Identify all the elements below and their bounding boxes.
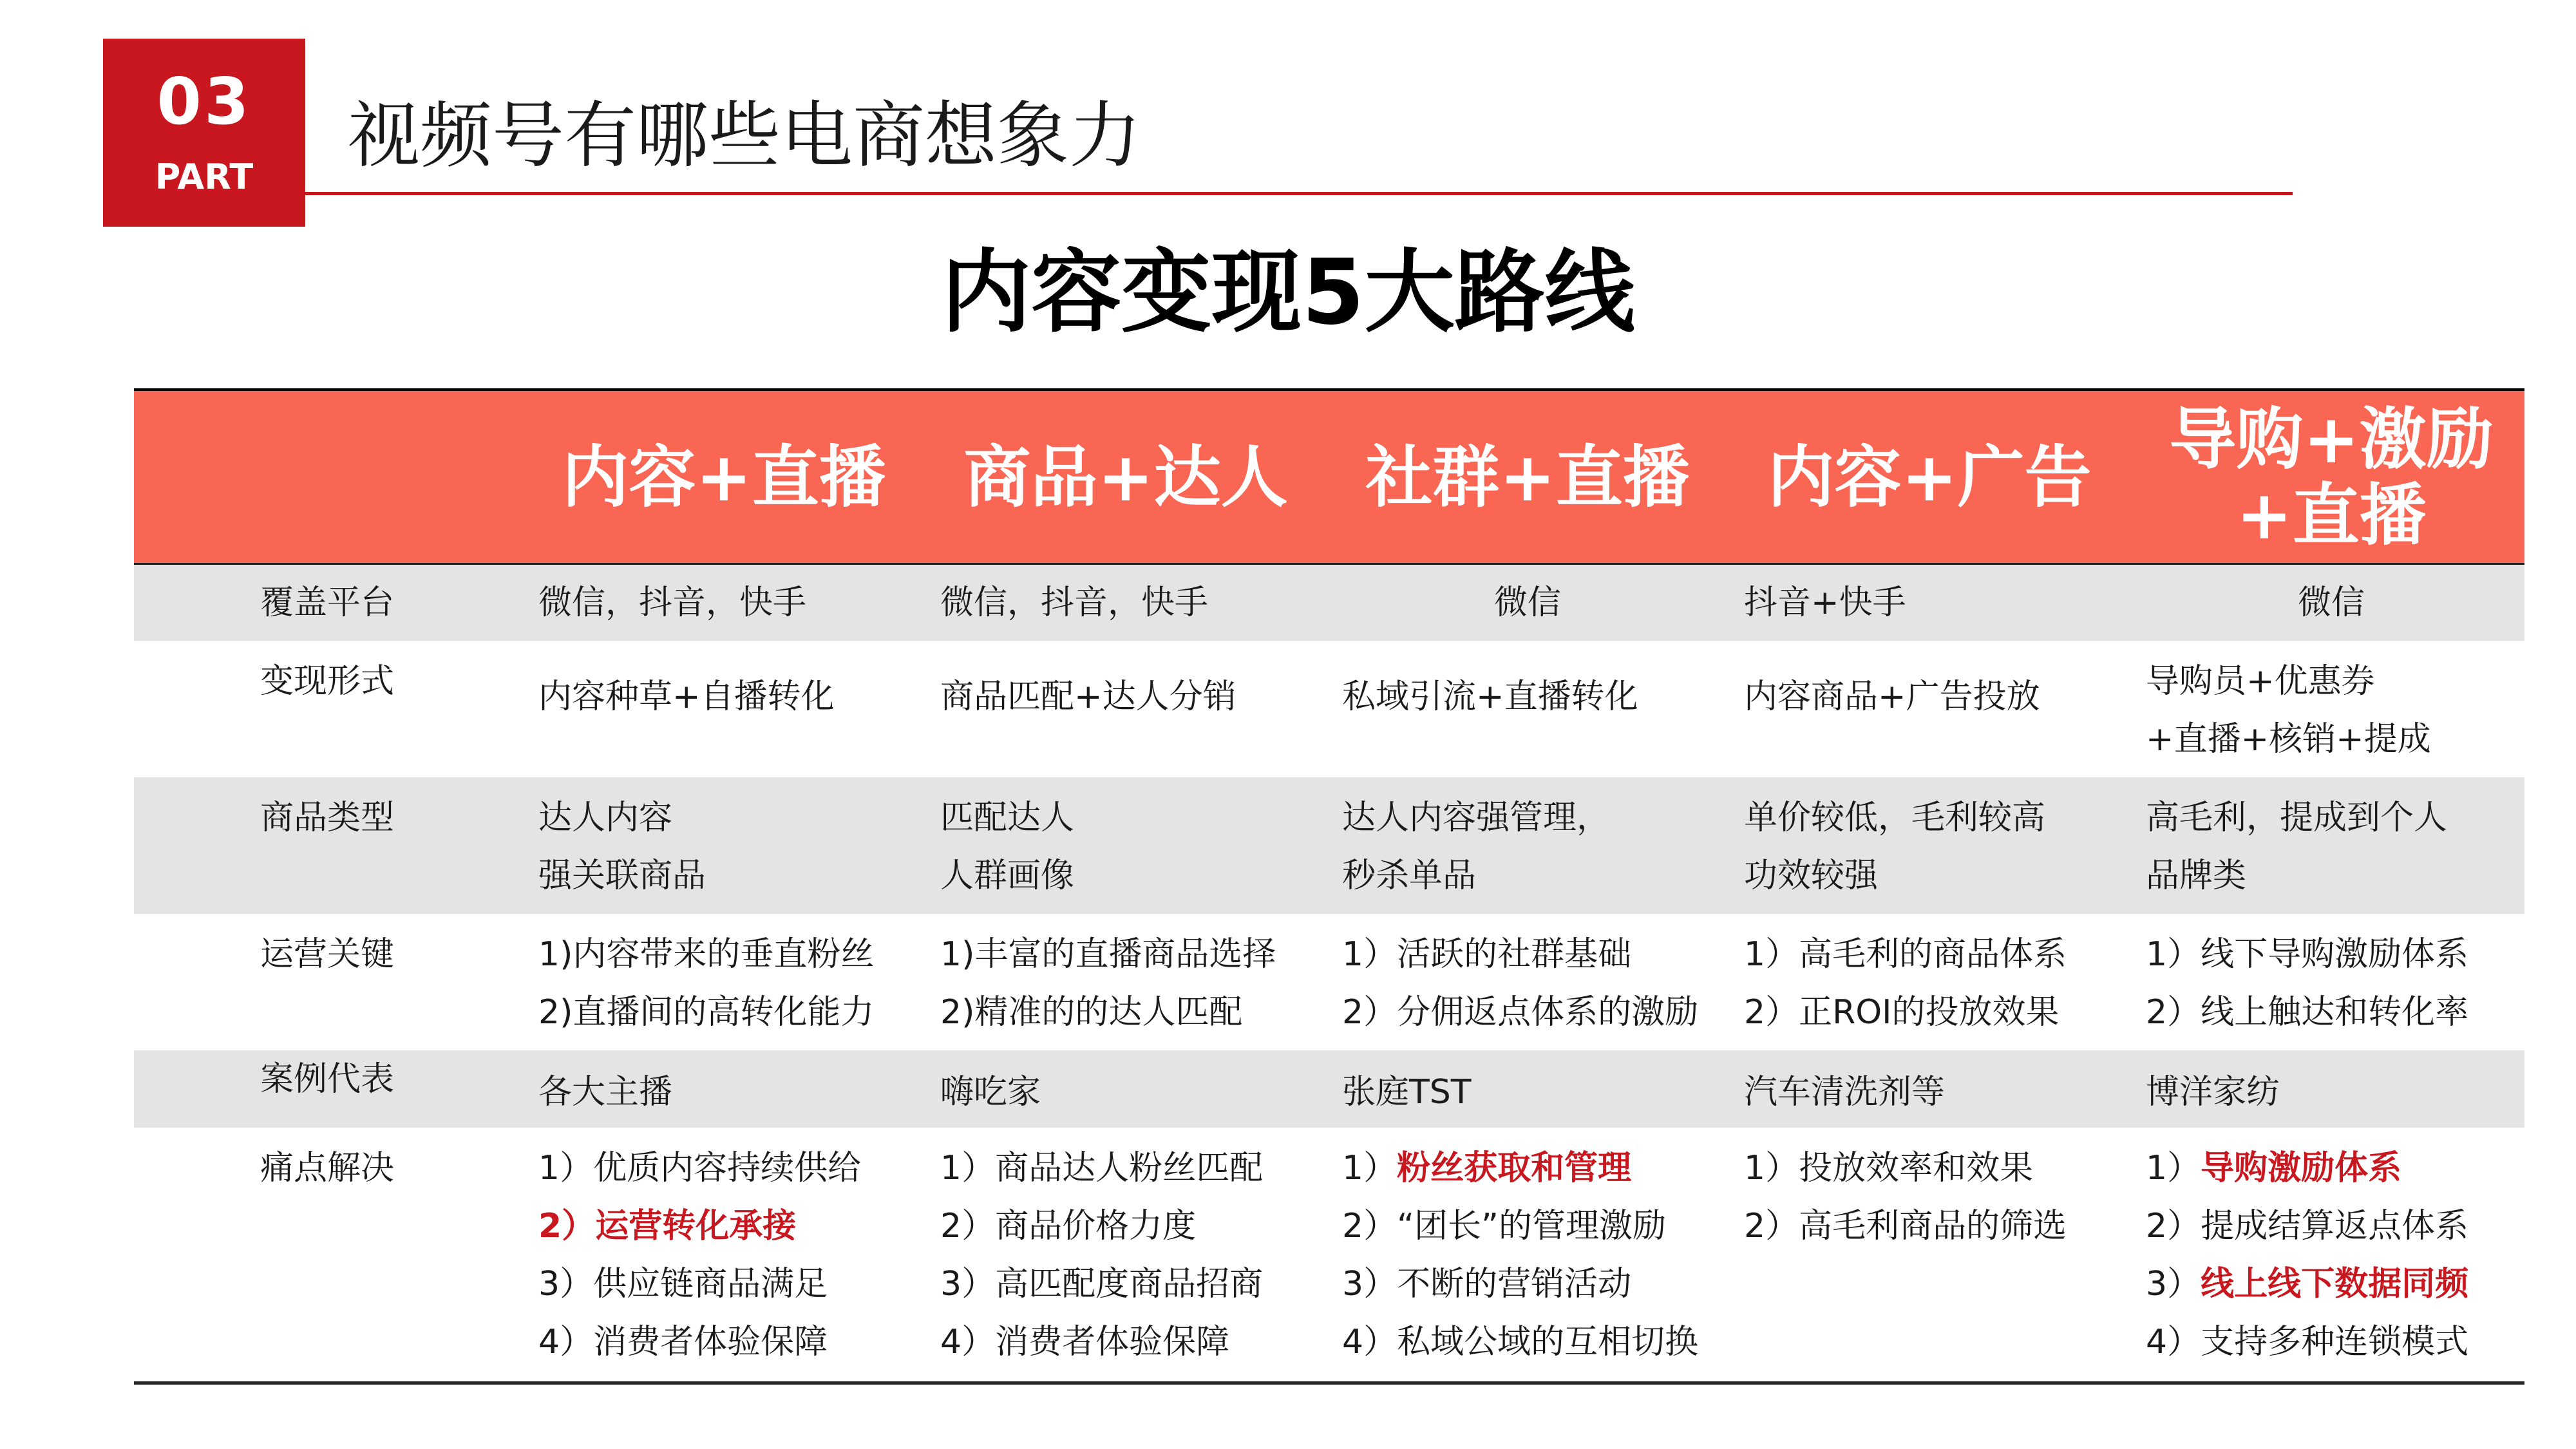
row-label: 案例代表 [260, 1060, 395, 1099]
row-label: 覆盖平台 [260, 583, 395, 622]
table-cell: 1）高毛利的商品体系 2）正ROI的投放效果 [1744, 935, 2067, 1032]
column-header: 社群+直播 [1365, 437, 1690, 516]
table-cell: 2）提成结算返点体系 [2146, 1207, 2469, 1245]
table-row [134, 777, 2524, 914]
table-cell: 1)内容带来的垂直粉丝 2)直播间的高转化能力 [538, 935, 875, 1032]
table-cell: 4）消费者体验保障 [538, 1323, 828, 1361]
table-cell: 抖音+快手 [1744, 583, 1906, 622]
table-cell: 匹配达人 人群画像 [940, 799, 1075, 895]
title-divider [305, 192, 2293, 195]
highlight-text: 线上线下数据同频 [2201, 1265, 2469, 1303]
table-cell: 3）供应链商品满足 [538, 1265, 828, 1303]
table-cell: 2）商品价格力度 [940, 1207, 1197, 1245]
table-header [134, 388, 2524, 565]
column-header: 内容+广告 [1767, 437, 2092, 516]
table-cell: 1)丰富的直播商品选择 2)精准的的达人匹配 [940, 935, 1276, 1032]
main-heading: 内容变现5大路线 [941, 240, 1635, 345]
table-cell: 4）私域公域的互相切换 [1342, 1323, 1699, 1361]
table-cell: 微信，抖音，快手 [940, 583, 1209, 622]
table-cell: 微信，抖音，快手 [538, 583, 807, 622]
highlighted-cell [538, 1197, 796, 1255]
table-cell: 内容商品+广告投放 [1744, 677, 2040, 716]
list-prefix: 3） [2146, 1265, 2201, 1303]
table-cell: 内容种草+自播转化 [538, 677, 835, 716]
list-prefix: 1） [1342, 1149, 1397, 1188]
table-row [134, 1128, 2524, 1381]
table-cell: 3）不断的营销活动 [1342, 1265, 1632, 1303]
table-cell: 1）优质内容持续供给 [538, 1149, 862, 1188]
table-row [134, 641, 2524, 777]
part-number: 03 [156, 64, 252, 139]
row-label: 变现形式 [260, 662, 395, 701]
table-bottom-rule [134, 1381, 2524, 1385]
table-cell: 嗨吃家 [940, 1073, 1041, 1112]
table-cell: 张庭TST [1342, 1073, 1472, 1112]
table-cell: 3）高匹配度商品招商 [940, 1265, 1264, 1303]
column-header: 导购+激励 +直播 [2169, 399, 2494, 554]
part-badge [103, 39, 305, 227]
column-header: 商品+达人 [963, 437, 1288, 516]
table-cell: 1）商品达人粉丝匹配 [940, 1149, 1264, 1188]
table-cell: 汽车清洗剂等 [1744, 1073, 1946, 1112]
table-cell: 导购员+优惠券 +直播+核销+提成 [2146, 662, 2431, 759]
table-cell: 达人内容 强关联商品 [538, 799, 706, 895]
section-title: 视频号有哪些电商想象力 [348, 94, 1141, 178]
row-label: 痛点解决 [260, 1149, 395, 1188]
table-cell: 单价较低，毛利较高 功效较强 [1744, 799, 2046, 895]
column-header: 内容+直播 [562, 437, 886, 516]
table-row [134, 1050, 2524, 1128]
table-cell: 博洋家纺 [2146, 1073, 2280, 1112]
table-row [134, 914, 2524, 1050]
list-prefix: 2） [538, 1207, 596, 1245]
highlighted-cell [2146, 1255, 2468, 1313]
list-prefix: 1） [2146, 1149, 2201, 1188]
comparison-table [134, 388, 2524, 1385]
table-cell: 4）支持多种连锁模式 [2146, 1323, 2469, 1361]
table-cell: 私域引流+直播转化 [1342, 677, 1638, 716]
highlighted-cell [1342, 1139, 1631, 1197]
part-word: PART [155, 156, 254, 197]
table-cell: 商品匹配+达人分销 [940, 677, 1236, 716]
highlight-text: 导购激励体系 [2201, 1149, 2402, 1188]
table-row [134, 565, 2524, 641]
row-label: 商品类型 [260, 799, 395, 837]
table-cell: 2）“团长”的管理激励 [1342, 1207, 1666, 1245]
table-cell: 4）消费者体验保障 [940, 1323, 1230, 1361]
highlight-text: 粉丝获取和管理 [1397, 1149, 1632, 1188]
table-cell: 1）投放效率和效果 [1744, 1149, 2034, 1188]
table-cell: 达人内容强管理， 秒杀单品 [1342, 799, 1611, 895]
table-cell: 2）高毛利商品的筛选 [1744, 1207, 2067, 1245]
table-cell: 1）线下导购激励体系 2）线上触达和转化率 [2146, 935, 2469, 1032]
table-cell: 微信 [1493, 583, 1561, 622]
row-label: 运营关键 [260, 935, 395, 974]
table-cell: 高毛利，提成到个人 品牌类 [2146, 799, 2448, 895]
table-cell: 微信 [2297, 583, 2365, 622]
table-cell: 各大主播 [538, 1073, 673, 1112]
table-cell: 1）活跃的社群基础 2）分佣返点体系的激励 [1342, 935, 1699, 1032]
highlighted-cell [2146, 1139, 2401, 1197]
highlight-text: 运营转化承接 [595, 1207, 797, 1245]
